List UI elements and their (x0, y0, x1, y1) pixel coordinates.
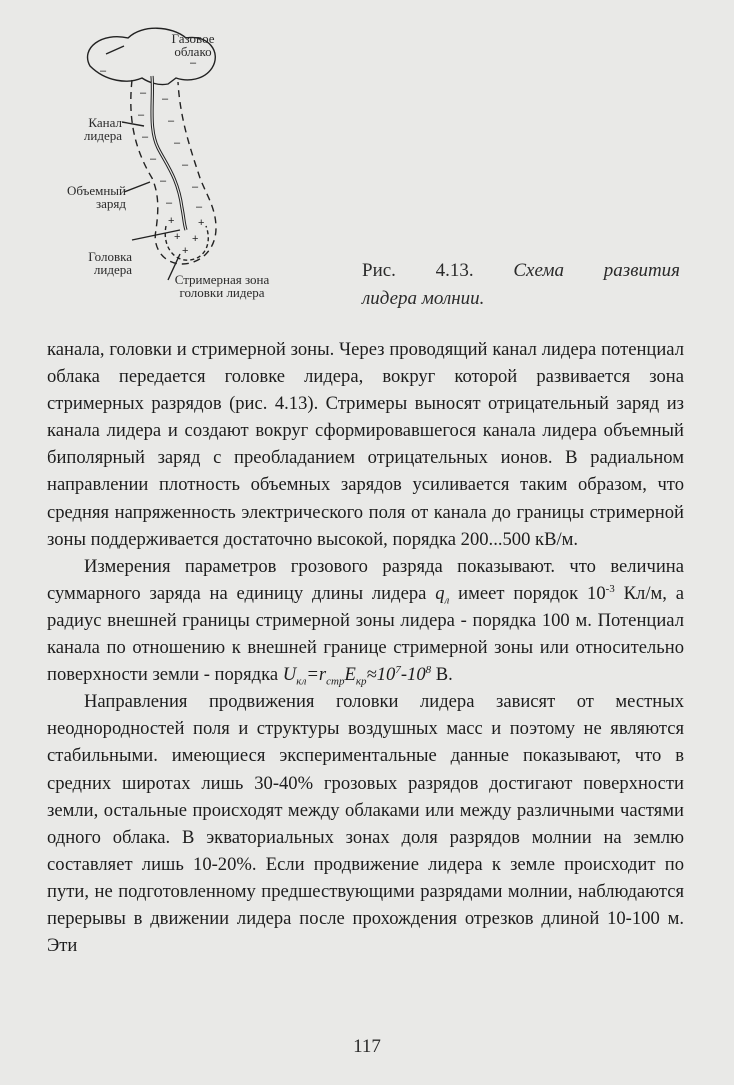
paragraph-1: канала, головки и стримерной зоны. Через проводящий канал лидера потенциал облака передается головке лидера, вокруг которой развивается зона стримерных разрядов (рис. 4.13). Стримеры выносят отрицательный заряд из канала лидера и создают вокруг сформировавшегося канала лидера объемный биполярный заряд с преобладанием отрицательных ионов. В радиальном направлении плотность объемных зарядов усиливается таким образом, что средняя напряженность электрического поля от канала до границы стримерной зоны поддерживается достаточно высокой, порядка 200...500 кВ/м. (47, 339, 684, 550)
svg-text:–: – (196, 201, 203, 213)
svg-text:+: + (182, 245, 189, 257)
body-text (47, 336, 684, 959)
svg-text:+: + (168, 215, 175, 227)
svg-text:–: – (174, 137, 181, 149)
paragraph-3: Направления продвижения головки лидера зависят от местных неоднородностей поля и структуры воздушных масс и поэтому не являются стабильными. имеющиеся экспериментальные данные показывают, что в средних широтах лишь 30-40% грозовых разрядов достигают поверхности земли, остальные происходят между облаками или между различными частями одного облака. В экваториальных зонах доля разрядов молнии на землю составляет лишь 10-20%. Если продвижение лидера к земле происходит по пути, не подготовленному предшествующими разрядами молнии, наблюдаются перерывы в движении лидера после прохождения отрезков длиной 10-100 м. Эти (47, 691, 684, 957)
label-leader-head: Головка лидера (88, 249, 132, 277)
svg-text:–: – (142, 131, 149, 143)
label-leader-channel: Канал лидера (83, 115, 122, 143)
svg-text:+: + (174, 231, 181, 243)
label-streamer-zone: Стримерная зона головки лидера (174, 272, 270, 300)
svg-text:–: – (190, 57, 197, 69)
svg-text:–: – (160, 175, 167, 187)
svg-text:+: + (198, 217, 205, 229)
svg-text:–: – (100, 65, 107, 77)
lightning-leader-diagram (40, 18, 340, 318)
svg-text:–: – (168, 115, 175, 127)
figure-caption: Рис. 4.13. Схема развития лидера молнии. (362, 260, 680, 309)
svg-text:–: – (182, 159, 189, 171)
svg-text:–: – (140, 87, 147, 99)
svg-text:+: + (192, 233, 199, 245)
label-volume-charge: Объемный заряд (66, 183, 126, 211)
paragraph-2: Измерения параметров грозового разряда показывают. что величина суммарного заряда на единицу длины лидера $q_л$ имеет порядок $10^{-3}$ Кл/м, а радиус внешней границы стримерной зоны лидера - порядка 100 м. Потенциал канала по отношению к внешней границе стримерной зоны или относительно поверхности земли - порядка $U_{кл}=r_{стр}E_{кр}\approx 10^7-10^8$ В. (47, 555, 684, 688)
label-gas-cloud: Газовое облако (171, 31, 215, 59)
svg-text:–: – (162, 93, 169, 105)
svg-text:–: – (192, 181, 199, 193)
svg-text:–: – (138, 109, 145, 121)
page-number: 117 (353, 1036, 381, 1057)
svg-text:–: – (150, 153, 157, 165)
svg-text:–: – (166, 197, 173, 209)
